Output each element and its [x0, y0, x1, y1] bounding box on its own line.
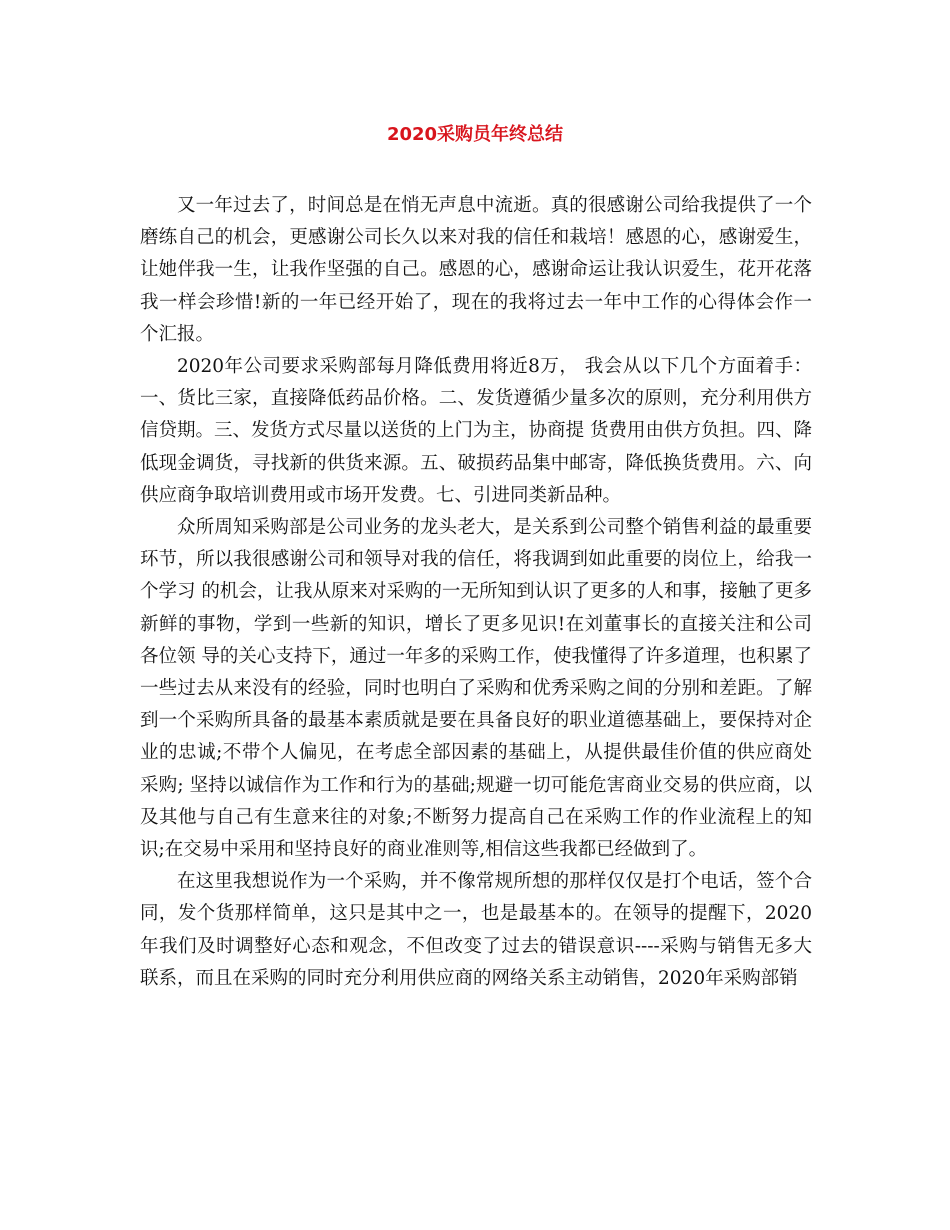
document-body	[140, 190, 812, 995]
paragraph: 2020年公司要求采购部每月降低费用将近8万， 我会从以下几个方面着手：一、货比三家，直接降低药品价格。二、发货遵循少量多次的原则，充分利用供方信贷期。三、发货方式尽量以送货的上门为主，协商提 货费用由供方负担。四、降低现金调货，寻找新的供货来源。五、破损药品集中邮寄，降低换货费用。六、向供应商争取培训费用或市场开发费。七、引进同类新品种。	[140, 356, 812, 506]
paragraph: 众所周知采购部是公司业务的龙头老大，是关系到公司整个销售利益的最重要环节，所以我很感谢公司和领导对我的信任，将我调到如此重要的岗位上，给我一个学习 的机会，让我从原来对采购的一无所知到认识了更多的人和事，接触了更多新鲜的事物，学到一些新的知识，增长了更多见识!在刘董事长的直接关注和公司各位领 导的关心支持下，通过一年多的采购工作，使我懂得了许多道理，也积累了一些过去从来没有的经验，同时也明白了采购和优秀采购之间的分别和差距。了解到一个采购所具备的最基本素质就是要在具备良好的职业道德基础上，要保持对企业的忠诚;不带个人偏见，在考虑全部因素的基础上，从提供最佳价值的供应商处采购; 坚持以诚信作为工作和行为的基础;规避一切可能危害商业交易的供应商，以及其他与自己有生意来往的对象;不断努力提高自己在采购工作的作业流程上的知识;在交易中采用和坚持良好的商业准则等,相信这些我都已经做到了。	[140, 517, 812, 861]
paragraph: 又一年过去了，时间总是在悄无声息中流逝。真的很感谢公司给我提供了一个磨练自己的机会，更感谢公司长久以来对我的信任和栽培！感恩的心，感谢爱生，让她伴我一生，让我作坚强的自己。感恩的心，感谢命运让我认识爱生，花开花落我一样会珍惜!新的一年已经开始了，现在的我将过去一年中工作的心得体会作一个汇报。	[140, 195, 812, 345]
paragraph: 在这里我想说作为一个采购，并不像常规所想的那样仅仅是打个电话，签个合同，发个货那样简单，这只是其中之一，也是最基本的。在领导的提醒下，2020年我们及时调整好心态和观念，不但改变了过去的错误意识----采购与销售无多大联系，而且在采购的同时充分利用供应商的网络关系主动销售，2020年采购部销	[140, 871, 812, 989]
document-title: 2020采购员年终总结	[386, 124, 564, 145]
